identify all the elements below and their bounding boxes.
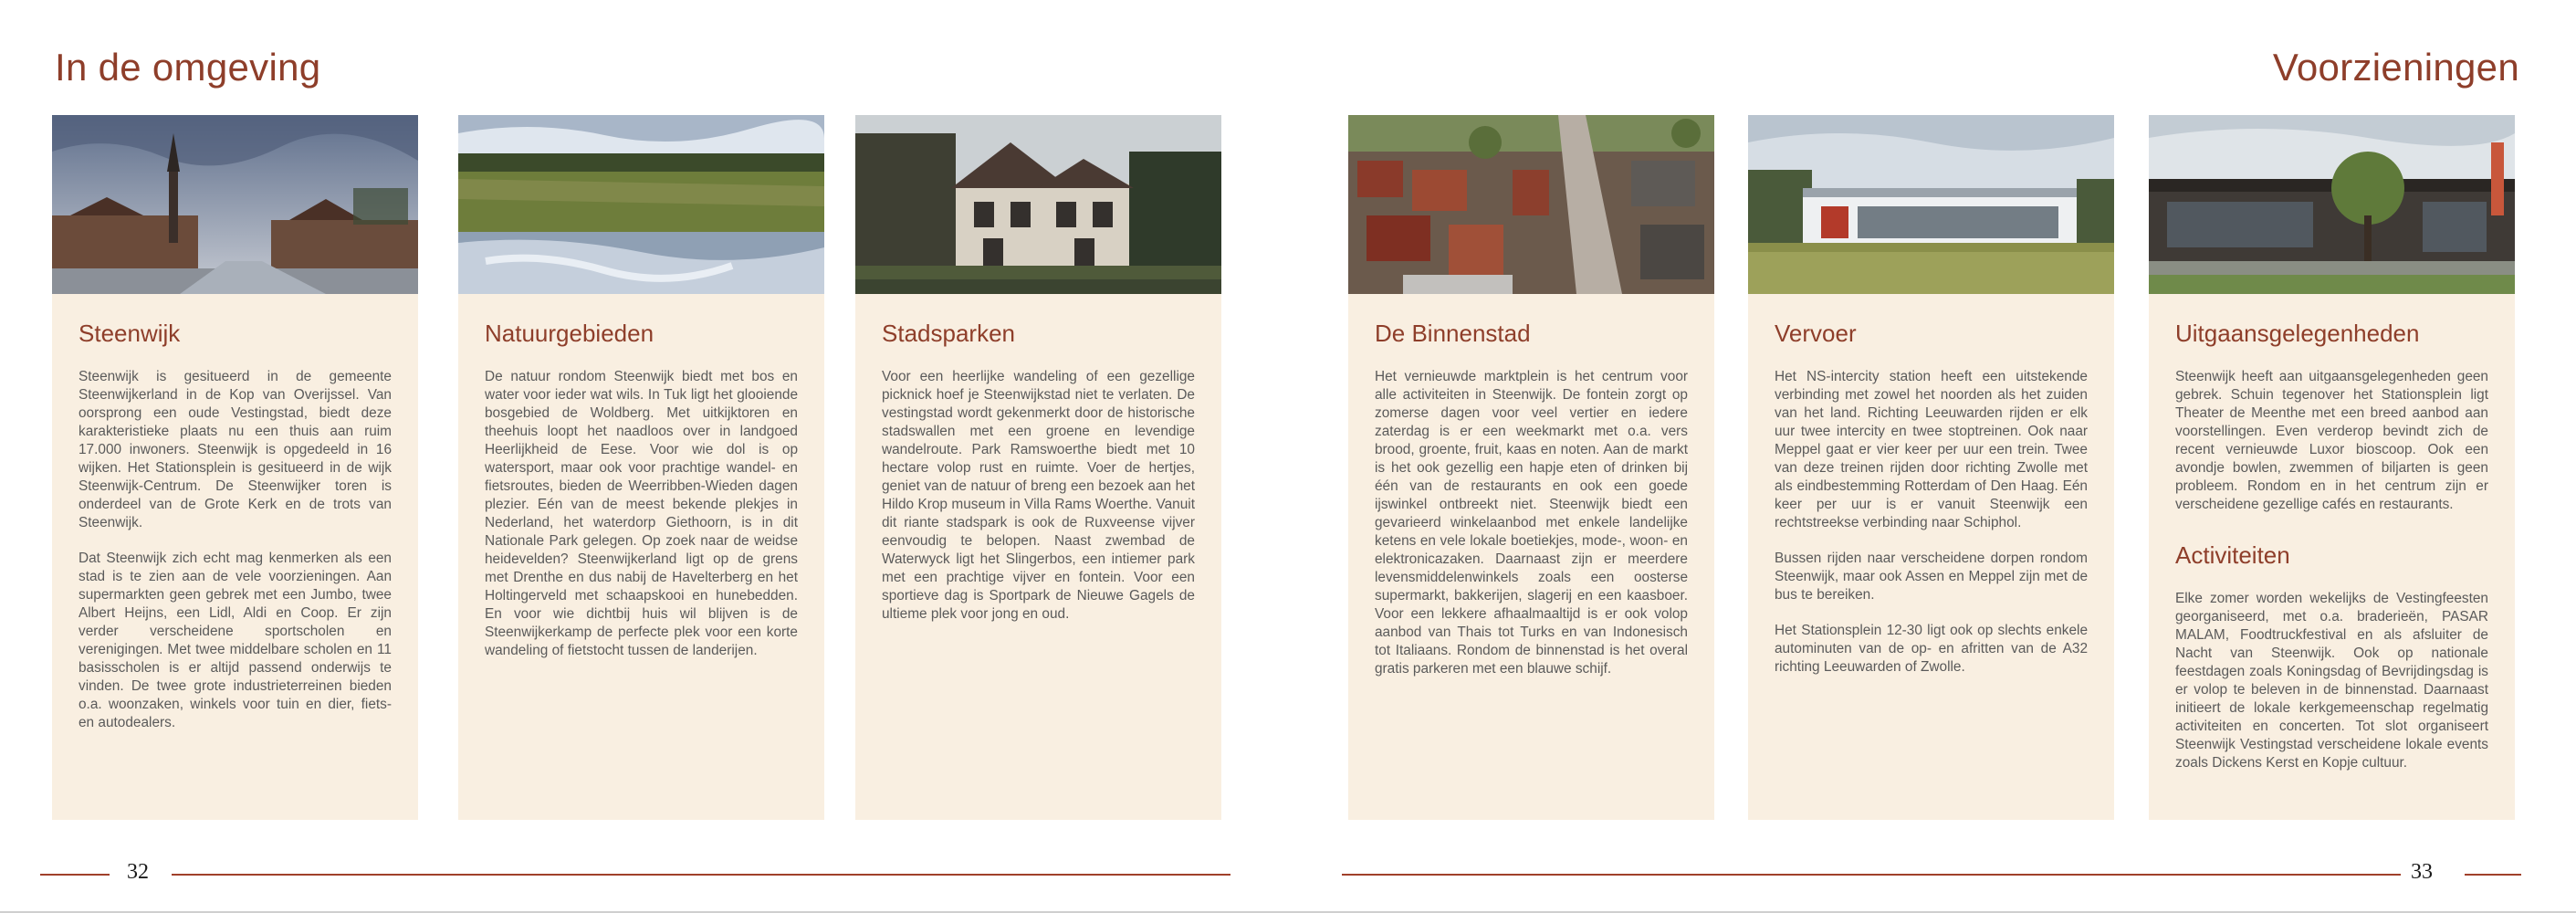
page-number-left: 32	[127, 860, 149, 884]
page-number-right: 33	[2411, 860, 2433, 884]
card-heading: Natuurgebieden	[485, 320, 654, 347]
footer-rule-left-long	[172, 874, 1230, 876]
card-paragraph: Het vernieuwde marktplein is het centrum voor alle activiteiten in Steenwijk. De fontein zorgt op zomerse dagen voor veel vertier en iedere zaterdag is er een weekmarkt met o.a. vers brood, groente, fruit, kaas en noten. Aan de markt is het ook gezellig een hapje eten of drinken bij één van de restaurants en ook een goede ijswinkel ontbreekt niet. Steenwijk biedt een gevarieerd winkelaanbod met enkele landelijke ketens en vele lokale boetiekjes, mode-, woon- en elektronicazaken. Daarnaast zijn er meerdere levensmiddelenwinkels zoals een oosterse supermarkt, bakkerijen, slagerij en een kaasboer. Voor een lekkere afhaalmaaltijd is er ook volop aanbod van Thais tot Turks en van Indonesisch tot Italiaans. Rondom de binnenstad is het overal gratis parkeren met een blauwe schijf.	[1375, 369, 1688, 677]
card-paragraph: Het Stationsplein 12-30 ligt ook op slechts enkele autominuten van de op- en afritten van de A32 richting Leeuwarden of Zwolle.	[1775, 623, 2088, 675]
steenwijk-photo	[52, 115, 418, 294]
card-subheading: Activiteiten	[2175, 541, 2290, 569]
card-vervoer	[1748, 115, 2114, 820]
card-paragraph: Dat Steenwijk zich echt mag kenmerken als een stad is te zien aan de vele voorzieningen. Aan supermarkten geen gebrek met een Jumbo, twee Albert Heijns, een Lidl, Aldi en Coop. Er zijn verder verscheidene sportscholen en verenigingen. Met twee middelbare scholen en 11 basisscholen is er altijd passend onderwijs te vinden. De twee grote industrieterreinen bieden o.a. woonzaken, winkels voor tuin en dier, fiets- en autodealers.	[79, 551, 392, 730]
page-title-right: Voorzieningen	[2272, 46, 2519, 89]
card-heading: Vervoer	[1775, 320, 1857, 347]
card-steenwijk	[52, 115, 418, 820]
card-paragraph: Voor een heerlijke wandeling of een gezellige picknick hoef je Steenwijkstad niet te verlaten. De vestingstad wordt gekenmerkt door de historische stadswallen met een groene en levendige wandelroute. Park Ramswoerthe biedt met 10 hectare volop rust en ruimte. Voer de hertjes, geniet van de natuur of breng een bezoek aan het Hildo Krop museum in Villa Rams Woerthe. Vanuit dit riante stadspark is ook de Ruxveense vijver eenvoudig te belopen. Naast zwembad de Waterwyck ligt het Slingerbos, een intiemer park met een prachtige vijver en fontein. Voor een sportieve dag is Sportpark de Nieuwe Gagels de ultieme plek voor jong en oud.	[882, 369, 1195, 622]
card-paragraph: Steenwijk is gesitueerd in de gemeente Steenwijkerland in de Kop van Overijssel. Van oorsprong een oude Vestingstad, biedt deze karakteristieke plaats nu een thuis aan ruim 17.000 inwoners. Steenwijk is opgedeeld in 16 wijken. Het Stationsplein is gesitueerd in de wijk Steenwijk-Centrum. De Steenwijker toren is onderdeel van de Grote Kerk en de trots van Steenwijk.	[79, 369, 392, 530]
footer-rule-right-long	[1342, 874, 2401, 876]
card-uitgaansgelegenheden	[2149, 115, 2515, 820]
card-heading: Stadsparken	[882, 320, 1015, 347]
card-heading: De Binnenstad	[1375, 320, 1531, 347]
natuurgebieden-photo	[458, 115, 824, 294]
card-paragraph: Elke zomer worden wekelijks de Vestingfeesten georganiseerd, met o.a. braderieën, PASAR MALAM, Foodtruckfestival en als afsluiter de Nacht van Steenwijk. Ook op nationale feestdagen zoals Koningsdag of Bevrijdingsdag is er volop te beleven in de binnenstad. Daarnaast initieert de lokale kerkgemeenschap regelmatig activiteiten en concerten. Tot slot organiseert Steenwijk Vestingstad verscheidene lokale events zoals Dickens Kerst en Kopje cultuur.	[2175, 591, 2488, 771]
card-stadsparken	[855, 115, 1221, 820]
card-heading: Steenwijk	[79, 320, 181, 347]
card-paragraph: De natuur rondom Steenwijk biedt met bos en water voor ieder wat wils. In Tuk ligt het glooiende bosgebied de Woldberg. Met uitkijktoren en theehuis loopt het naadloos over in landgoed Heerlijkheid de Eese. Voor wie dol is op watersport, maar ook voor prachtige wandel- en fietsroutes, bieden de Weerribben-Wieden dagen plezier. Eén van de meest bekende plekjes in Nederland, het waterdorp Giethoorn, is in dit Nationale Park gelegen. Op zoek naar de weidse heidevelden? Steenwijkerland ligt op de grens met Drenthe en dus nabij de Havelterberg en het Holtingerveld met schaapskooi en hunebedden. En voor wie dichtbij huis wil blijven is de Steenwijkerkamp de perfecte plek voor een korte wandeling of fietstocht tussen de landerijen.	[485, 369, 798, 658]
card-paragraph: Het NS-intercity station heeft een uitstekende verbinding met zowel het noorden als het zuiden van het land. Richting Leeuwarden rijden er elk uur twee intercity en twee stoptreinen. Ook naar Meppel gaat er vier keer per uur een trein. Twee van deze treinen rijden door richting Zwolle met als eindbestemming Rotterdam of Den Haag. Eén keer per uur is er vanuit Steenwijk een rechtstreekse verbinding naar Schiphol.	[1775, 369, 2088, 530]
card-paragraph: Bussen rijden naar verscheidene dorpen rondom Steenwijk, maar ook Assen en Meppel zijn met de bus te bereiken.	[1775, 551, 2088, 603]
uitgaansgelegenheden-photo	[2149, 115, 2515, 294]
card-heading: Uitgaansgelegenheden	[2175, 320, 2420, 347]
card-binnenstad	[1348, 115, 1714, 820]
vervoer-photo	[1748, 115, 2114, 294]
card-paragraph: Steenwijk heeft aan uitgaansgelegenheden geen gebrek. Schuin tegenover het Stationsplein ligt Theater de Meenthe met een breed aanbod aan voorstellingen. Even verderop bevindt zich de recent vernieuwde Luxor bioscoop. Ook een avondje bowlen, zwemmen of biljarten is geen probleem. Rondom en in het centrum zijn er verscheidene gezellige cafés en restaurants.	[2175, 369, 2488, 512]
binnenstad-photo	[1348, 115, 1714, 294]
page-title-left: In de omgeving	[55, 46, 321, 89]
footer-rule-left-short	[40, 874, 110, 876]
footer-rule-right-short	[2465, 874, 2521, 876]
card-natuurgebieden	[458, 115, 824, 820]
stadsparken-photo	[855, 115, 1221, 294]
